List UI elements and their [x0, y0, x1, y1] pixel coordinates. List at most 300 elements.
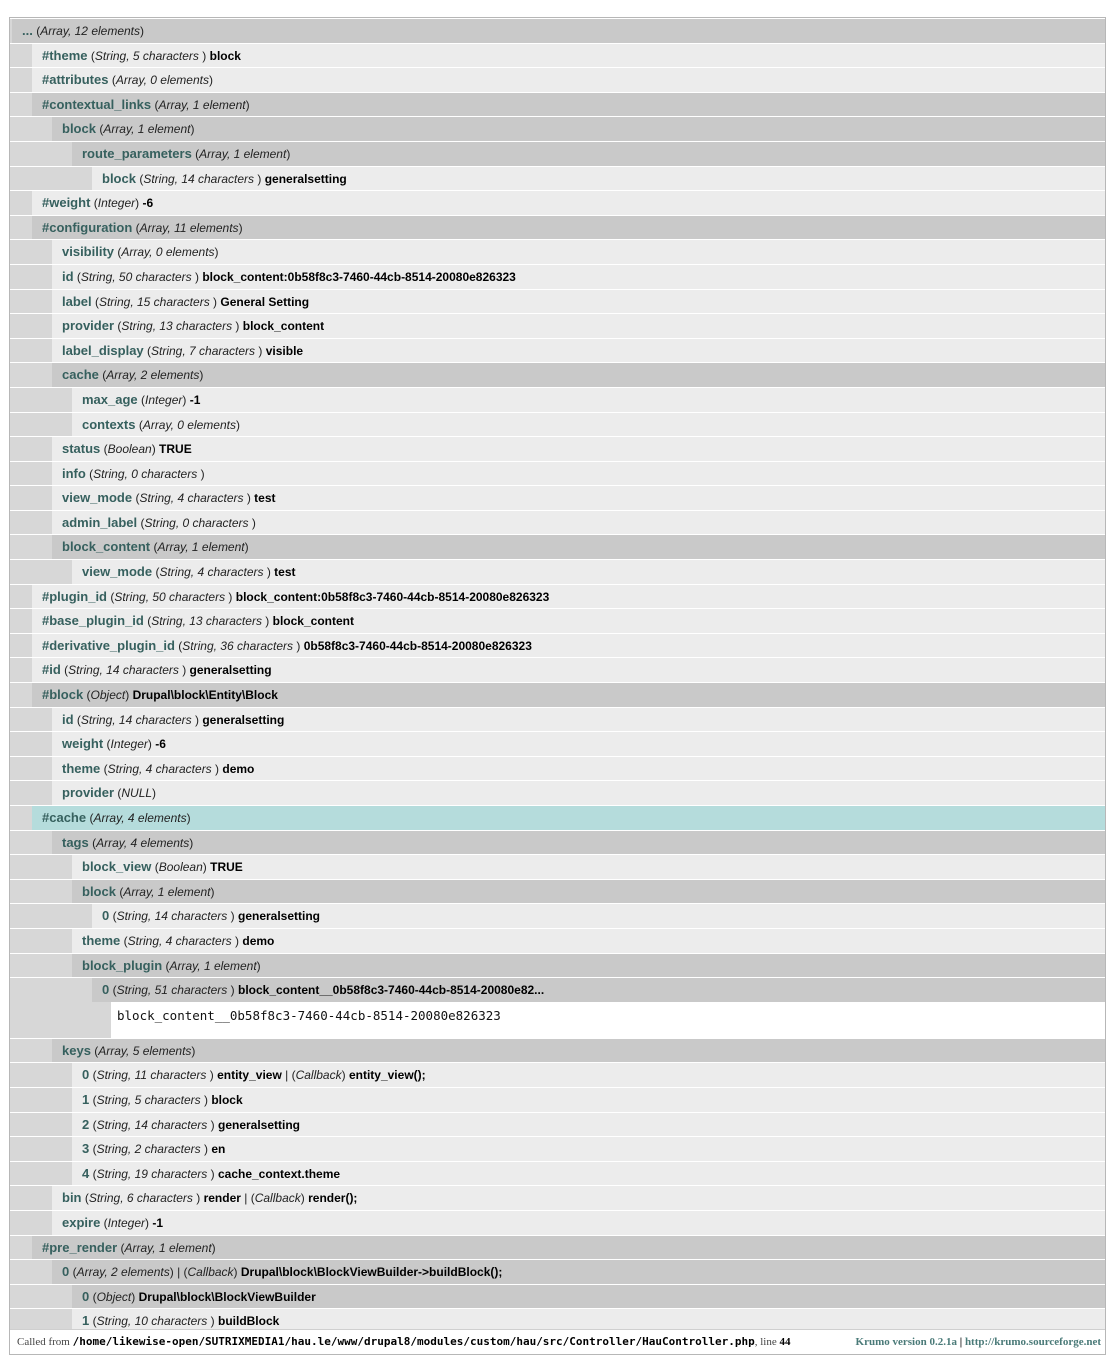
node-type: String, 15 characters — [98, 294, 214, 309]
node-value: generalsetting — [189, 663, 272, 678]
node-content — [82, 929, 274, 953]
indent-guide — [10, 805, 32, 830]
paren-open: ( — [92, 1068, 97, 1083]
node-type: Array, 11 elements — [139, 220, 239, 235]
krumo-node-row[interactable] — [10, 534, 1106, 559]
indent-guide — [10, 1062, 72, 1087]
node-name: id — [62, 268, 74, 284]
paren-open: ( — [147, 614, 152, 629]
node-content — [62, 290, 309, 314]
paren-open: ( — [76, 269, 81, 284]
node-name: #theme — [42, 47, 88, 63]
paren-open: ( — [117, 245, 122, 260]
node-name[interactable]: 0 — [82, 1288, 90, 1304]
node-value: buildBlock — [217, 1314, 280, 1329]
node-value: 0b58f8c3-7460-44cb-8514-20080e826323 — [303, 638, 532, 653]
paren-close: ) — [266, 565, 271, 580]
node-content — [62, 732, 166, 756]
indent-guide — [10, 608, 32, 633]
node-content — [42, 634, 532, 658]
node-content — [62, 831, 193, 855]
node-name: info — [62, 465, 86, 481]
node-type: String, 14 characters — [80, 712, 195, 727]
node-content — [82, 560, 296, 584]
indent-guide — [10, 559, 72, 584]
krumo-node-row — [10, 1062, 1106, 1087]
paren-close: ) — [244, 540, 249, 555]
node-name[interactable]: route_parameters — [82, 145, 192, 161]
indent-guide — [10, 534, 52, 559]
node-type: String, 10 characters — [96, 1314, 211, 1329]
line-number: 44 — [779, 1336, 791, 1348]
krumo-node-row — [10, 436, 1106, 461]
krumo-node-row[interactable] — [10, 805, 1106, 830]
node-name: view_mode — [82, 564, 153, 580]
node-name: status — [62, 441, 101, 457]
node-name[interactable]: #block — [42, 687, 84, 703]
paren-close: ) — [210, 1166, 215, 1181]
paren-open: ( — [120, 1240, 125, 1255]
node-value: visible — [265, 343, 304, 358]
node-name: theme — [62, 760, 101, 776]
node-name[interactable]: 0 — [102, 982, 110, 998]
indent-guide — [10, 903, 92, 928]
krumo-version-link[interactable]: Krumo version 0.2.1a — [855, 1336, 957, 1348]
node-name[interactable]: block — [62, 121, 96, 137]
node-content — [22, 19, 144, 43]
node-value: block_content — [272, 614, 354, 629]
node-type: Boolean — [107, 442, 152, 457]
indent-guide — [10, 707, 52, 732]
paren-close: ) — [152, 786, 157, 801]
node-content — [82, 142, 290, 166]
paren-close: ) — [203, 1142, 208, 1157]
krumo-node-row — [10, 559, 1106, 584]
paren-close: ) — [235, 417, 240, 432]
node-type: Array, 1 element — [124, 1240, 212, 1255]
node-content — [62, 363, 203, 387]
indent-guide — [10, 338, 52, 363]
indent-guide — [10, 141, 72, 166]
node-type: String, 51 characters — [116, 983, 231, 998]
node-content — [82, 954, 261, 978]
node-name: 1 — [82, 1091, 90, 1107]
callback-type: Callback — [187, 1265, 234, 1280]
node-type: Array, 1 element — [123, 884, 211, 899]
node-value: en — [211, 1142, 226, 1157]
node-type: String, 4 characters — [107, 761, 216, 776]
krumo-node-row — [10, 1112, 1106, 1137]
paren-open: ( — [165, 958, 170, 973]
krumo-node-row — [10, 608, 1106, 633]
indent-guide — [10, 67, 32, 92]
krumo-node-row — [10, 657, 1106, 682]
node-value: generalsetting — [217, 1117, 301, 1132]
node-value: Drupal\block\BlockViewBuilder — [138, 1289, 316, 1304]
callback-value: entity_view(); — [348, 1068, 426, 1083]
node-content — [62, 511, 256, 535]
node-type: NULL — [121, 786, 153, 801]
krumo-node-row — [10, 1087, 1106, 1112]
node-type: Object — [90, 688, 126, 703]
node-content — [42, 806, 191, 830]
paren-close: ) — [125, 688, 130, 703]
paren-open: ( — [178, 638, 183, 653]
indent-guide — [10, 731, 52, 756]
indent-guide — [10, 215, 32, 240]
node-name: bin — [62, 1190, 82, 1206]
paren-close: ) — [200, 466, 205, 481]
paren-close: ) — [190, 122, 195, 137]
paren-open: ( — [94, 1043, 99, 1058]
indent-guide — [10, 1284, 72, 1309]
krumo-node-row[interactable] — [10, 1259, 1106, 1284]
indent-guide — [10, 387, 72, 412]
node-content — [62, 314, 324, 338]
node-type: String, 50 characters — [114, 589, 229, 604]
node-name: label — [62, 293, 92, 309]
paren-close: ) — [202, 48, 207, 63]
paren-close: ) — [186, 811, 191, 825]
paren-close: ) — [191, 1043, 196, 1058]
node-name[interactable]: block_plugin — [82, 957, 163, 973]
node-name: 0 — [82, 1067, 90, 1083]
paren-close: ) — [147, 737, 152, 752]
node-value: -1 — [189, 392, 201, 407]
node-content — [62, 339, 303, 363]
indent-guide — [10, 1038, 52, 1063]
paren-open: ( — [140, 515, 145, 530]
node-content — [62, 486, 276, 510]
indent-guide — [10, 657, 32, 682]
paren-close: ) — [135, 196, 140, 211]
node-value: TRUE — [159, 442, 192, 457]
krumo-node-row[interactable] — [10, 879, 1106, 904]
node-content — [82, 1088, 243, 1112]
krumo-site-link[interactable]: http://krumo.sourceforge.net — [964, 1336, 1101, 1348]
node-name: contexts — [82, 416, 136, 432]
krumo-node-row[interactable] — [10, 18, 1106, 43]
indent-guide — [10, 1002, 111, 1038]
node-content — [42, 44, 241, 68]
node-type: Array, 2 elements — [106, 368, 200, 383]
node-value: block_content__0b58f8c3-7460-44cb-8514-20080e82... — [237, 983, 545, 998]
node-value: block_content:0b58f8c3-7460-44cb-8514-20080e826323 — [235, 589, 550, 604]
paren-close: ) — [182, 663, 187, 678]
node-content — [62, 757, 254, 781]
paren-close: ) — [214, 245, 219, 260]
node-name: #attributes — [42, 72, 109, 88]
krumo-node-row[interactable] — [10, 1038, 1106, 1063]
indent-guide — [10, 1235, 32, 1260]
krumo-node-row — [10, 780, 1106, 805]
krumo-node-row[interactable] — [10, 682, 1106, 707]
node-content — [62, 1186, 357, 1210]
node-name[interactable]: #pre_render — [42, 1239, 118, 1255]
indent-guide — [10, 166, 92, 191]
paren-open: ( — [155, 565, 160, 580]
node-value: -6 — [142, 196, 154, 211]
node-name[interactable]: block — [82, 883, 116, 899]
krumo-dump — [9, 17, 1106, 1355]
krumo-node-row[interactable] — [10, 1284, 1106, 1309]
indent-guide — [10, 1112, 72, 1137]
paren-close: ) — [208, 73, 213, 88]
krumo-node-row — [10, 387, 1106, 412]
paren-close: ) — [210, 1117, 215, 1132]
node-type: Integer — [110, 737, 148, 752]
indent-guide — [10, 485, 52, 510]
paren-close: ) — [238, 220, 243, 235]
node-content — [82, 1113, 300, 1137]
node-name: #plugin_id — [42, 588, 107, 604]
krumo-node-row — [10, 289, 1106, 314]
indent-guide — [10, 682, 32, 707]
krumo-node-row[interactable] — [10, 830, 1106, 855]
paren-open: ( — [112, 983, 117, 998]
paren-close: ) — [199, 368, 204, 383]
node-content — [62, 1260, 502, 1284]
node-name: 4 — [82, 1165, 90, 1181]
indent-guide — [10, 1210, 52, 1235]
krumo-node-row[interactable] — [10, 116, 1106, 141]
node-type: Array, 0 elements — [142, 417, 236, 432]
node-name: visibility — [62, 244, 115, 260]
node-content — [62, 117, 194, 141]
node-name[interactable]: ... — [22, 23, 33, 38]
called-from-label: Called from — [17, 1336, 70, 1348]
indent-guide — [10, 1087, 72, 1112]
indent-guide — [10, 879, 72, 904]
node-name[interactable]: tags — [62, 834, 89, 850]
paren-open: ( — [117, 786, 122, 801]
node-name: #id — [42, 662, 61, 678]
paren-close: ) — [235, 933, 240, 948]
krumo-node-row — [10, 461, 1106, 486]
node-name: 1 — [82, 1313, 90, 1329]
indent-guide — [10, 436, 52, 461]
node-type: String, 0 characters — [93, 466, 201, 481]
node-type: Object — [96, 1289, 132, 1304]
node-name[interactable]: keys — [62, 1042, 91, 1058]
krumo-footer — [10, 1329, 1106, 1354]
node-content — [42, 216, 243, 240]
node-name: label_display — [62, 342, 144, 358]
indent-guide — [10, 1161, 72, 1186]
paren-close: ) — [258, 343, 263, 358]
paren-open: ( — [92, 1314, 97, 1329]
node-name[interactable]: #configuration — [42, 219, 133, 235]
node-content — [102, 904, 320, 928]
node-value: render — [203, 1191, 241, 1206]
node-value: Drupal\block\Entity\Block — [132, 688, 278, 703]
paren-open: ( — [110, 589, 115, 604]
krumo-node-row[interactable] — [10, 215, 1106, 240]
node-content — [62, 781, 156, 805]
node-type: String, 14 characters — [96, 1117, 211, 1132]
paren-open: ( — [147, 343, 151, 358]
paren-close: ) — [228, 589, 233, 604]
paren-open: ( — [103, 442, 108, 457]
node-content — [42, 585, 549, 609]
krumo-node-row — [10, 239, 1106, 264]
krumo-node-row — [10, 43, 1106, 68]
paren-close: ) — [189, 835, 194, 850]
krumo-node-row — [10, 313, 1106, 338]
paren-open: ( — [135, 220, 140, 235]
node-type: String, 14 characters — [68, 663, 183, 678]
paren-close: ) — [233, 1265, 241, 1280]
node-name: block — [102, 170, 136, 186]
paren-close: ) — [256, 958, 261, 973]
paren-open: ( — [93, 196, 98, 211]
node-content — [82, 880, 214, 904]
node-name: max_age — [82, 391, 138, 407]
node-type: String, 36 characters — [182, 638, 297, 653]
node-name[interactable]: block_content — [62, 539, 151, 555]
indent-guide — [10, 190, 32, 215]
paren-close: ) — [194, 269, 199, 284]
paren-close: ) — [196, 1191, 201, 1206]
paren-open: ( — [92, 1289, 97, 1304]
node-content — [82, 1063, 426, 1087]
node-value: -1 — [152, 1215, 164, 1230]
node-value: generalsetting — [202, 712, 285, 727]
paren-open: ( — [92, 1117, 97, 1132]
node-content — [82, 388, 200, 412]
paren-open: ( — [64, 663, 69, 678]
node-name[interactable]: cache — [62, 367, 99, 383]
krumo-node-row — [10, 338, 1106, 363]
paren-open: ( — [195, 146, 200, 161]
source-file-path: /home/likewise-open/SUTRIXMEDIA1/hau.le/www/drupal8/modules/custom/hau/src/Controller/HauController.php — [72, 1335, 755, 1348]
paren-open: ( — [106, 737, 111, 752]
krumo-node-row — [10, 1185, 1106, 1210]
paren-open: ( — [99, 122, 104, 137]
node-type: Array, 2 elements — [76, 1265, 170, 1280]
indent-guide — [10, 928, 72, 953]
indent-guide — [10, 1185, 52, 1210]
node-name[interactable]: #contextual_links — [42, 96, 152, 112]
node-type: String, 50 characters — [80, 269, 195, 284]
paren-close: ) — [209, 1068, 214, 1083]
node-name: 3 — [82, 1141, 90, 1157]
indent-guide — [10, 116, 52, 141]
node-name: provider — [62, 785, 115, 801]
paren-open: ( — [119, 884, 124, 899]
krumo-node-row[interactable] — [10, 977, 1106, 1002]
node-name[interactable]: #cache — [42, 810, 87, 825]
node-type: String, 4 characters — [159, 565, 267, 580]
paren-close: ) — [245, 97, 250, 112]
node-value: cache_context.theme — [217, 1166, 341, 1181]
node-content — [62, 535, 249, 559]
paren-close: ) — [194, 712, 199, 727]
node-value: generalsetting — [237, 909, 321, 924]
paren-open: ( — [123, 933, 128, 948]
indent-guide — [10, 239, 52, 264]
paren-open: ( — [154, 97, 159, 112]
krumo-node-row — [10, 485, 1106, 510]
node-type: Array, 1 element — [199, 146, 287, 161]
krumo-node-row[interactable] — [10, 141, 1106, 166]
node-type: Array, 1 element — [157, 540, 245, 555]
krumo-node-row — [10, 264, 1106, 289]
paren-open: ( — [92, 835, 97, 850]
node-content — [82, 855, 243, 879]
krumo-node-row — [10, 707, 1106, 732]
krumo-node-row[interactable] — [10, 92, 1106, 117]
paren-open: ( — [89, 811, 94, 825]
node-type: Array, 12 elements — [40, 24, 141, 38]
krumo-node-row — [10, 854, 1106, 879]
node-type: Array, 0 elements — [121, 245, 215, 260]
node-content — [102, 978, 544, 1002]
node-content — [82, 1285, 316, 1309]
paren-close: ) — [210, 884, 215, 899]
string-preview — [10, 1002, 1106, 1038]
paren-open: ( — [112, 909, 117, 924]
paren-close: ) — [140, 24, 145, 38]
footer-separator: | — [959, 1336, 963, 1348]
node-content — [62, 240, 219, 264]
krumo-node-row[interactable] — [10, 953, 1106, 978]
node-value: test — [274, 565, 296, 580]
paren-open: ( — [135, 491, 140, 506]
krumo-node-row[interactable] — [10, 1235, 1106, 1260]
paren-close: ) — [296, 638, 301, 653]
node-content — [62, 1039, 195, 1063]
paren-open: ( — [94, 294, 99, 309]
indent-guide — [10, 633, 32, 658]
krumo-node-row — [10, 510, 1106, 535]
node-type: Array, 5 elements — [98, 1043, 192, 1058]
paren-close: ) — [230, 983, 235, 998]
node-content — [102, 167, 347, 191]
indent-guide — [10, 830, 52, 855]
paren-close: ) — [213, 294, 218, 309]
node-value: test — [254, 491, 276, 506]
paren-open: ( — [103, 1215, 108, 1230]
node-type: Array, 1 element — [103, 122, 191, 137]
node-type: String, 0 characters — [144, 515, 252, 530]
node-type: Array, 0 elements — [115, 73, 209, 88]
paren-open: ( — [84, 1191, 89, 1206]
node-name[interactable]: 0 — [62, 1264, 70, 1280]
node-value: generalsetting — [264, 171, 347, 186]
node-content — [42, 683, 278, 707]
paren-close: ) — [202, 860, 207, 875]
paren-open: ( — [76, 712, 81, 727]
paren-open: ( — [141, 392, 145, 407]
indent-guide — [10, 362, 52, 387]
callback-separator: | ( — [281, 1068, 296, 1083]
krumo-version-info — [856, 1330, 1101, 1354]
node-content — [62, 708, 284, 732]
paren-close: ) — [131, 1289, 136, 1304]
node-content — [62, 437, 192, 461]
full-string-value: block_content__0b58f8c3-7460-44cb-8514-20080e826323 — [117, 1007, 501, 1023]
indent-guide — [10, 18, 12, 43]
node-type: String, 14 characters — [116, 909, 231, 924]
node-type: String, 6 characters — [88, 1191, 197, 1206]
node-value: TRUE — [210, 860, 243, 875]
krumo-node-row[interactable] — [10, 362, 1106, 387]
node-name: expire — [62, 1214, 101, 1230]
node-type: Boolean — [158, 860, 203, 875]
node-value: -6 — [155, 737, 166, 752]
paren-open: ( — [153, 540, 158, 555]
